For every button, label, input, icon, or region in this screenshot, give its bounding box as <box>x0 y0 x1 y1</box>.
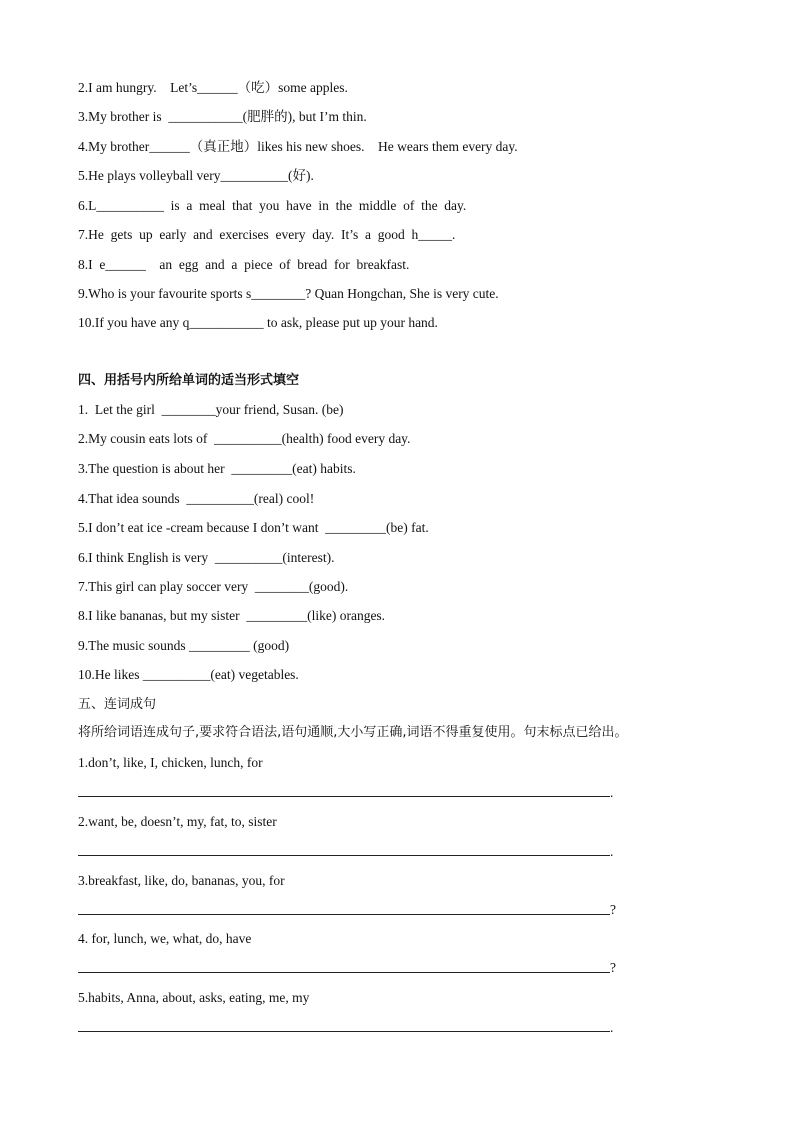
answer-line[interactable] <box>78 796 610 797</box>
answer-line[interactable] <box>78 914 610 915</box>
word-prompt: 5.habits, Anna, about, asks, eating, me, my <box>78 990 310 1005</box>
exercise-item: 6.I think English is very __________(interest). <box>78 550 335 565</box>
exercise-item: 7.He gets up early and exercises every day. It’s a good h_____. <box>78 227 456 242</box>
section-heading: 五、连词成句 <box>78 697 157 712</box>
end-punctuation: . <box>610 1020 614 1035</box>
exercise-item: 9.Who is your favourite sports s________? Quan Hongchan, She is very cute. <box>78 286 499 301</box>
exercise-item: 4.That idea sounds __________(real) cool! <box>78 491 315 506</box>
exercise-item: 9.The music sounds _________ (good) <box>78 638 290 653</box>
exercise-item: 2.I am hungry. Let’s______（吃）some apples. <box>78 80 348 95</box>
exercise-item: 8.I like bananas, but my sister _________(like) oranges. <box>78 608 386 623</box>
exercise-item: 10.If you have any q___________ to ask, please put up your hand. <box>78 315 438 330</box>
exercise-item: 8.I e______ an egg and a piece of bread for breakfast. <box>78 257 410 272</box>
answer-line[interactable] <box>78 1031 610 1032</box>
exercise-item: 6.L__________ is a meal that you have in the middle of the day. <box>78 198 467 213</box>
word-prompt: 1.don’t, like, I, chicken, lunch, for <box>78 755 263 770</box>
exercise-item: 3.The question is about her _________(eat) habits. <box>78 461 356 476</box>
section-heading: 四、用括号内所给单词的适当形式填空 <box>78 373 300 388</box>
end-punctuation: . <box>610 785 614 800</box>
end-punctuation: . <box>610 844 614 859</box>
exercise-item: 4.My brother______（真正地）likes his new shoes. He wears them every day. <box>78 139 518 154</box>
word-prompt: 2.want, be, doesn’t, my, fat, to, sister <box>78 814 277 829</box>
answer-line[interactable] <box>78 972 610 973</box>
exercise-item: 10.He likes __________(eat) vegetables. <box>78 667 299 682</box>
exercise-item: 7.This girl can play soccer very ________(good). <box>78 579 349 594</box>
word-prompt: 3.breakfast, like, do, bananas, you, for <box>78 873 285 888</box>
word-prompt: 4. for, lunch, we, what, do, have <box>78 931 252 946</box>
exercise-item: 2.My cousin eats lots of __________(health) food every day. <box>78 431 411 446</box>
exercise-item: 5.He plays volleyball very__________(好). <box>78 168 314 183</box>
exercise-item: 1. Let the girl ________your friend, Susan. (be) <box>78 402 344 417</box>
section-instruction: 将所给词语连成句子,要求符合语法,语句通顺,大小写正确,词语不得重复使用。句末标点已给出。 <box>78 725 628 740</box>
end-punctuation: ? <box>610 960 616 975</box>
exercise-item: 3.My brother is ___________(肥胖的), but I’m thin. <box>78 109 367 124</box>
answer-line[interactable] <box>78 855 610 856</box>
exercise-item: 5.I don’t eat ice -cream because I don’t want _________(be) fat. <box>78 520 429 535</box>
end-punctuation: ? <box>610 902 616 917</box>
